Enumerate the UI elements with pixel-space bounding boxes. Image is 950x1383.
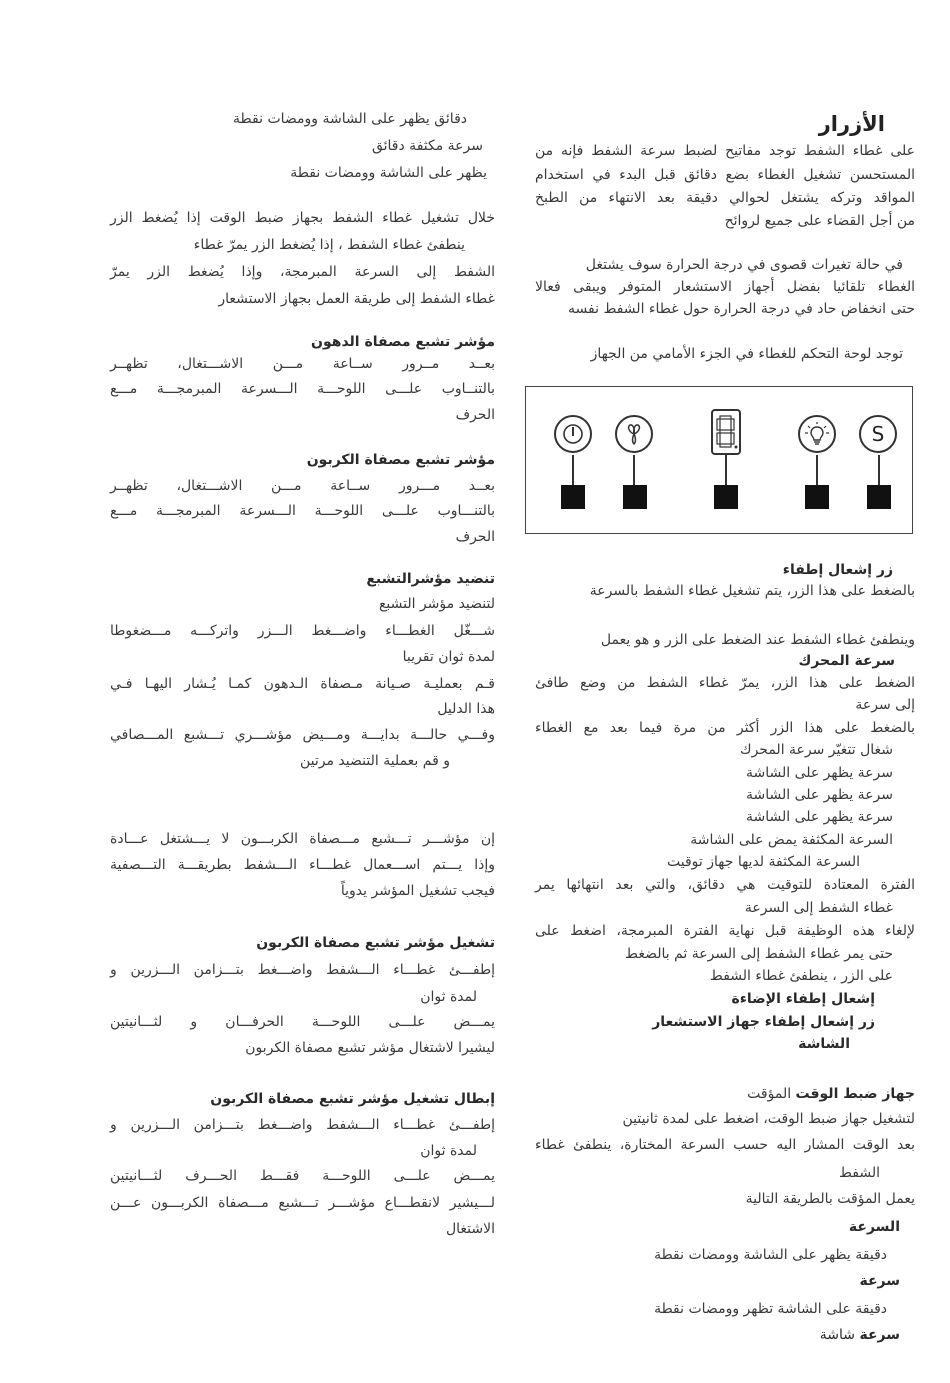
buttons-line — [625, 945, 893, 963]
timer-line — [746, 1190, 915, 1208]
timer-heading-suffix: المؤقت — [747, 1086, 796, 1102]
buttons-line-text: زر إشعال إطفاء جهاز الاستشعار — [652, 1014, 875, 1030]
grease-filter-line: بالتنــاوب علـــى اللوحـــة الـــسرعة المبرمجـــة مـــع — [110, 381, 495, 397]
carbon-filter-line: بعــد مـــرور ســاعة مـــن الاشـــتغال، تظهــر — [110, 478, 495, 494]
buttons-line — [601, 631, 915, 649]
reset-heading: تنضيد مؤشرالتشبع — [366, 571, 495, 587]
grease-filter-line: بعــد مــرور ســاعة مـــن الاشـــتغال، تظهــر — [110, 356, 495, 372]
timer-line — [839, 1164, 880, 1182]
buttons-line — [798, 1035, 850, 1053]
disable-carbon-line: إطفـــئ غطـــاء الـــشفط واضـــغط بتـــزامن الـــزرين و — [110, 1117, 495, 1133]
carbon-note-line: وإذا يـــتم اســـعمال غطـــاء الـــشفط بطريقـــة التـــصفية — [110, 857, 495, 873]
buttons-line — [746, 808, 893, 826]
buttons-line-text: سرعة المحرك — [798, 653, 895, 669]
reset-line: هذا الدليل — [437, 701, 495, 717]
buttons-line — [799, 652, 895, 670]
buttons-line-text: شغال تتغيّر سرعة المحرك — [740, 742, 893, 758]
carbon-filter-heading: مؤشر تشبع مصفاة الكربون — [306, 452, 495, 468]
display-connector — [725, 455, 727, 487]
temperature-line: حتى انخفاض حاد في درجة الحرارة حول غطاء الشفط نفسه — [568, 301, 915, 317]
timer-cont-line: يظهر على الشاشة وومضات نقطة — [290, 165, 487, 181]
power-key[interactable] — [561, 485, 585, 509]
carbon-filter-line: بالتنـــاوب علـــى اللوحـــة الـــسرعة المبرمجـــة مـــع — [110, 503, 495, 519]
fan-key[interactable] — [623, 485, 647, 509]
buttons-line — [746, 764, 893, 782]
sensor-button[interactable] — [859, 415, 897, 453]
reset-line: قـم بعمليـة صـيانة مـصفاة الـدهون كمـا يُـشار اليهـا فـي — [110, 676, 495, 692]
buttons-line-text: السرعة المكثفة لديها جهاز توقيت — [667, 854, 860, 870]
timer-line — [535, 1136, 915, 1154]
buttons-line-text: سرعة يظهر على الشاشة — [745, 809, 893, 825]
buttons-line-text: الضغط على هذا الزر، يمرّ غطاء الشفط من وضع طافئ — [535, 675, 915, 691]
light-key[interactable] — [805, 485, 829, 509]
enable-carbon-line: لمدة ثوان — [420, 989, 477, 1005]
reset-line: لمدة ثوان تقريبا — [402, 649, 495, 665]
timer-heading-bold: جهاز ضبط الوقت — [795, 1086, 915, 1102]
intro-line: من أجل القضاء على جميع لروائح — [724, 213, 915, 229]
power-icon — [559, 420, 587, 448]
buttons-line — [590, 582, 915, 600]
buttons-line-text: الشاشة — [798, 1036, 850, 1052]
disable-carbon-line: لـــيشير لانقطـــاع مؤشـــر تـــشبع مـــصفاة الكربـــون عـــن — [110, 1195, 495, 1211]
buttons-line-text: زر إشعال إطفاء — [782, 562, 893, 578]
power-connector — [572, 455, 574, 487]
timer-line — [622, 1110, 915, 1128]
grease-filter-heading: مؤشر تشبع مصفاة الدهون — [311, 334, 495, 350]
buttons-line — [535, 876, 915, 894]
timer-cont-line: سرعة مكثفة دقائق — [371, 138, 483, 154]
timer-line-text: يعمل المؤقت بالطريقة التالية — [745, 1191, 915, 1207]
buttons-line — [667, 853, 860, 871]
sensor-connector — [878, 455, 880, 487]
sensor-key[interactable] — [867, 485, 891, 509]
buttons-line — [855, 696, 915, 714]
timer-line-text: سرعة — [859, 1273, 900, 1289]
temperature-line: الغطاء تلقائيا بفضل أجهاز الاستشعار المتوفر ويبقى فعالا — [535, 279, 915, 295]
enable-carbon-line: ليشيرا لاشتغال مؤشر تشبع مصفاة الكربون — [245, 1040, 495, 1056]
disable-carbon-heading: إبطال تشغيل مؤشر تشبع مصفاة الكربون — [210, 1091, 495, 1107]
buttons-line-text: سرعة يظهر على الشاشة — [745, 787, 893, 803]
page-title: الأزرار — [818, 112, 885, 136]
buttons-line — [745, 899, 893, 917]
buttons-line — [690, 831, 893, 849]
disable-carbon-line: يمـــض علـــى اللوحـــة فقـــط الحـــرف لثـــانيتين — [110, 1168, 495, 1184]
timer-line-text: دقيقة على الشاشة تظهر وومضات نقطة — [654, 1301, 887, 1317]
display-key[interactable] — [714, 485, 738, 509]
timer-line — [820, 1326, 900, 1344]
buttons-line-text: بالضغط على هذا الزر، يتم تشغيل غطاء الشفط بالسرعة — [589, 583, 915, 599]
enable-carbon-heading: تشغيل مؤشر تشبع مصفاة الكربون — [256, 935, 495, 951]
carbon-filter-line: الحرف — [455, 529, 495, 545]
buttons-line-text: غطاء الشفط إلى السرعة — [744, 900, 893, 916]
timer-note-line: ينطفئ غطاء الشفط ، إذا يُضغط الزر يمرّ غطاء — [193, 237, 465, 253]
buttons-line-text: سرعة يظهر على الشاشة — [745, 765, 893, 781]
buttons-line — [535, 719, 915, 737]
timer-line-suffix: شاشة — [819, 1327, 860, 1343]
buttons-line — [731, 990, 875, 1008]
reset-line: شـــغّل الغطـــاء واضـــغط الـــزر واتركـــه مـــضغوطا — [110, 623, 495, 639]
intro-line: على غطاء الشفط توجد مفاتيح لضبط سرعة الشفط فإنه من — [535, 143, 915, 159]
svg-text:S: S — [871, 422, 885, 446]
fan-icon — [620, 420, 648, 448]
light-bulb-icon — [803, 420, 831, 448]
buttons-line-text: حتى يمر غطاء الشفط إلى السرعة ثم بالضغط — [625, 946, 893, 962]
timer-note-line: غطاء الشفط إلى طريقة العمل بجهاز الاستشعار — [218, 291, 495, 307]
timer-line — [654, 1300, 887, 1318]
buttons-line-text: على الزر ، ينطفئ غطاء الشفط — [709, 968, 893, 984]
enable-carbon-line: يمـــض علـــى اللوحـــة الحرفـــان و لثـــانيتين — [110, 1014, 495, 1030]
timer-line-text: سرعة — [859, 1327, 900, 1343]
buttons-line — [535, 674, 915, 692]
timer-line-text: دقيقة يظهر على الشاشة وومضات نقطة — [654, 1247, 887, 1263]
buttons-line — [740, 741, 893, 759]
buttons-line-text: وينطفئ غطاء الشفط عند الضغط على الزر و هو يعمل — [600, 632, 915, 648]
light-connector — [816, 455, 818, 487]
grease-filter-line: الحرف — [455, 407, 495, 423]
buttons-line-text: الفترة المعتادة للتوقيت هي دقائق، والتي بعد انتهائها يمر — [535, 877, 915, 893]
reset-line: و قم بعملية التنضيد مرتين — [299, 753, 450, 769]
buttons-line-text: السرعة المكثفة يمض على الشاشة — [690, 832, 893, 848]
timer-note-line: خلال تشغيل غطاء الشفط بجهاز ضبط الوقت إذا يُضغط الزر — [110, 210, 495, 226]
panel-note: توجد لوحة التحكم للغطاء في الجزء الأمامي من الجهاز — [590, 346, 903, 362]
buttons-line — [783, 561, 893, 579]
buttons-line-text: بالضغط على هذا الزر أكثر من مرة فيما بعد مع الغطاء — [535, 720, 915, 736]
carbon-note-line: إن مؤشـــر تـــشبع مـــصفاة الكربـــون لا يـــشتغل عـــادة — [110, 831, 495, 847]
timer-line-text: لتشغيل جهاز ضبط الوقت، اضغط على لمدة ثانيتين — [622, 1111, 915, 1127]
timer-line — [849, 1218, 900, 1236]
buttons-line — [652, 1013, 875, 1031]
temperature-line: في حالة تغيرات قصوى في درجة الحرارة سوف يشتغل — [585, 257, 903, 273]
timer-line-text: الشفط — [838, 1165, 880, 1181]
fan-button[interactable] — [615, 415, 653, 453]
fan-connector — [633, 455, 635, 487]
carbon-note-line: فيجب تشغيل المؤشر يدوياً — [340, 883, 495, 899]
timer-line — [654, 1246, 887, 1264]
reset-line: وفـــي حالـــة بدايـــة ومـــيض مؤشـــري تـــشبع المـــصافي — [110, 727, 495, 743]
timer-line-text: بعد الوقت المشار اليه حسب السرعة المختارة، ينطفئ غطاء — [535, 1137, 915, 1153]
buttons-line-text: لإلغاء هذه الوظيفة قبل نهاية الفترة المبرمجة، اضغط على — [535, 923, 915, 939]
reset-line: لتنضيد مؤشر التشبع — [378, 596, 495, 612]
buttons-line-text: إشعال إطفاء الإضاءة — [731, 991, 875, 1007]
power-button[interactable] — [554, 415, 592, 453]
buttons-line-text: إلى سرعة — [855, 697, 915, 713]
enable-carbon-line: إطفـــئ غطـــاء الـــشفط واضـــغط بتـــزامن الـــزرين و — [110, 962, 495, 978]
buttons-line — [535, 922, 915, 940]
timer-line-text: السرعة — [848, 1219, 900, 1235]
timer-line — [859, 1272, 900, 1290]
control-panel — [525, 386, 913, 534]
intro-line: المستحسن تشغيل الغطاء بضع دقائق قبل البدء في استخدام — [535, 167, 915, 183]
seven-segment-display — [711, 409, 741, 455]
intro-line: المواقد وتركه يشتغل لحوالي دقيقة بعد الانتهاء من الطبخ — [535, 190, 915, 206]
buttons-line — [746, 786, 893, 804]
light-button[interactable] — [798, 415, 836, 453]
sensor-s-icon — [864, 420, 892, 448]
timer-heading — [747, 1085, 915, 1103]
timer-note-line: الشفط إلى السرعة المبرمجة، وإذا يُضغط الزر يمرّ — [110, 264, 495, 280]
disable-carbon-line: الاشتغال — [445, 1221, 495, 1237]
disable-carbon-line: لمدة ثوان — [420, 1143, 477, 1159]
display-digit-icon — [713, 411, 739, 453]
timer-cont-line: دقائق يظهر على الشاشة وومضات نقطة — [233, 111, 467, 127]
buttons-line — [710, 967, 893, 985]
